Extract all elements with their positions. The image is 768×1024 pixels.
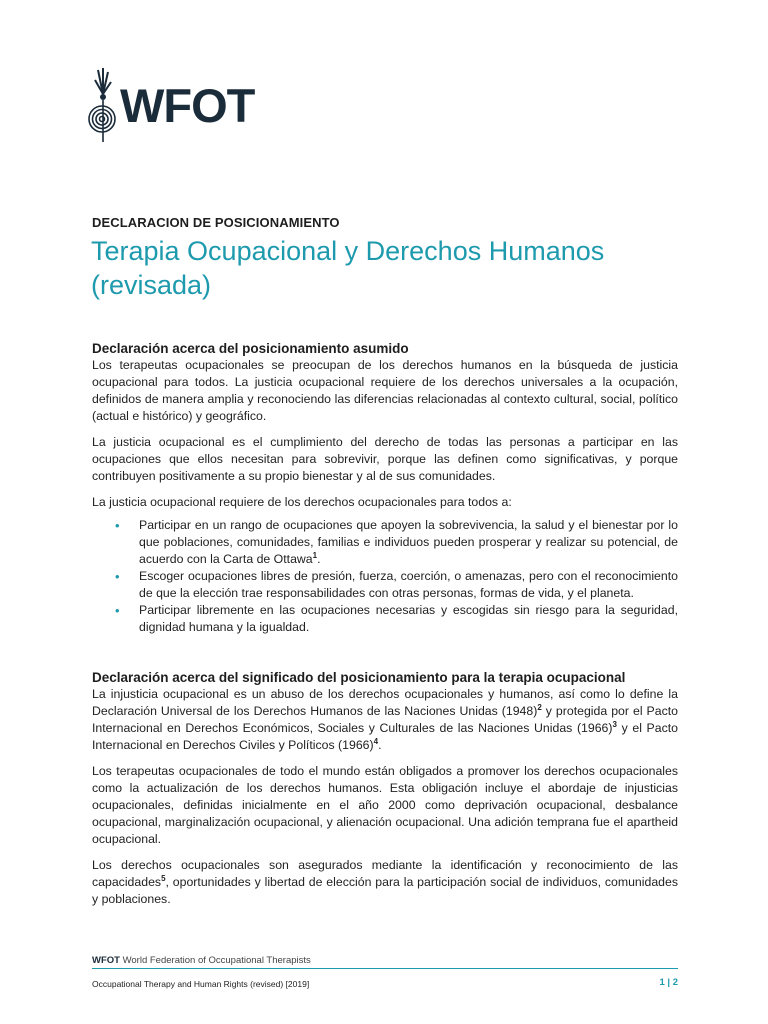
rights-bullet-list (92, 517, 678, 636)
footnote-ref: 5 (161, 873, 166, 883)
section-heading-position: Declaración acerca del posicionamiento asumido (92, 341, 409, 356)
footer-divider (92, 968, 678, 969)
paragraph: Los terapeutas ocupacionales de todo el mundo están obligados a promover los derechos ocupacionales como la actualización de los derechos humanos. Esta obligación incluye el abordaje de injusticias ocupacionales, definidas inicialmente en el año 2000 como deprivación ocupacional, desbalance ocupacional, marginalización ocupacional, y alienación ocupacional. Una adición temprana fue el apartheid ocupacional. (92, 764, 678, 846)
footer-document-name: Occupational Therapy and Human Rights (revised) [2019] (92, 979, 310, 989)
document-kicker: DECLARACION DE POSICIONAMIENTO (92, 215, 340, 230)
footnote-ref: 4 (373, 736, 379, 746)
list-item: • Participar libremente en las ocupaciones necesarias y escogidas sin riesgo para la seguridad, dignidad humana y la igualdad. (139, 602, 678, 636)
wfot-logo (88, 66, 254, 144)
paragraph: Los terapeutas ocupacionales se preocupan de los derechos humanos en la búsqueda de justicia ocupacional para todos. La justicia ocupacional requiere de los derechos universales a la ocupación, definidos de manera amplia y reconociendo las diferencias relacionadas al contexto cultural, social, político (actual e histórico) y geográfico. (92, 358, 678, 423)
document-title: Terapia Ocupacional y Derechos Humanos (revisada) (91, 236, 605, 300)
page-number: 1 | 2 (659, 977, 678, 988)
footnote-ref: 3 (612, 719, 617, 729)
paragraph: La injusticia ocupacional es un abuso de los derechos ocupacionales y humanos, así como lo define la Declaración Universal de los Derechos Humanos de las Naciones Unidas $(1948)^2$ y protegida por el Pacto Internacional en Derechos Económicos, Sociales y Culturales de las Naciones Unidas $(1966)^3$ y el Pacto Internacional en Derechos Civiles y Políticos $(1966)^4$. (92, 687, 678, 752)
list-item: • Participar en un rango de ocupaciones que apoyen la sobrevivencia, la salud y el bienestar por lo que poblaciones, comunidades, familias e individuos pueden prosperar y realizar su potencial, de acuerdo con la Carta de Ottawa$^1$. (139, 517, 678, 568)
list-item: • Escoger ocupaciones libres de presión, fuerza, coerción, o amenazas, pero con el reconocimiento de que la elección trae responsabilidades con otras personas, formas de vida, y el planeta. (139, 568, 678, 602)
section-heading-meaning: Declaración acerca del significado del posicionamiento para la terapia ocupacional (92, 670, 626, 685)
footer-organization: WFOT World Federation of Occupational Therapists (92, 955, 311, 966)
footnote-ref: 1 (312, 550, 318, 560)
paragraph: La justicia ocupacional es el cumplimiento del derecho de todas las personas a participar en las ocupaciones que ellos necesitan para sobrevivir, porque las definen como significativas, y porque contribuyen positivamente a su propio bienestar y al de sus comunidades. (92, 435, 678, 483)
wfot-feather-spiral-logo-icon (88, 66, 118, 144)
paragraph: La justicia ocupacional requiere de los derechos ocupacionales para todos a: (92, 495, 512, 509)
document-body (92, 340, 678, 917)
logo-wordmark: WFOT (120, 78, 255, 132)
paragraph: Los derechos ocupacionales son asegurados mediante la identificación y reconocimiento de las capacidades$^5$, oportunidades y libertad de elección para la participación social de individuos, comunidades y poblaciones. (92, 858, 678, 906)
footnote-ref: 2 (537, 702, 542, 712)
